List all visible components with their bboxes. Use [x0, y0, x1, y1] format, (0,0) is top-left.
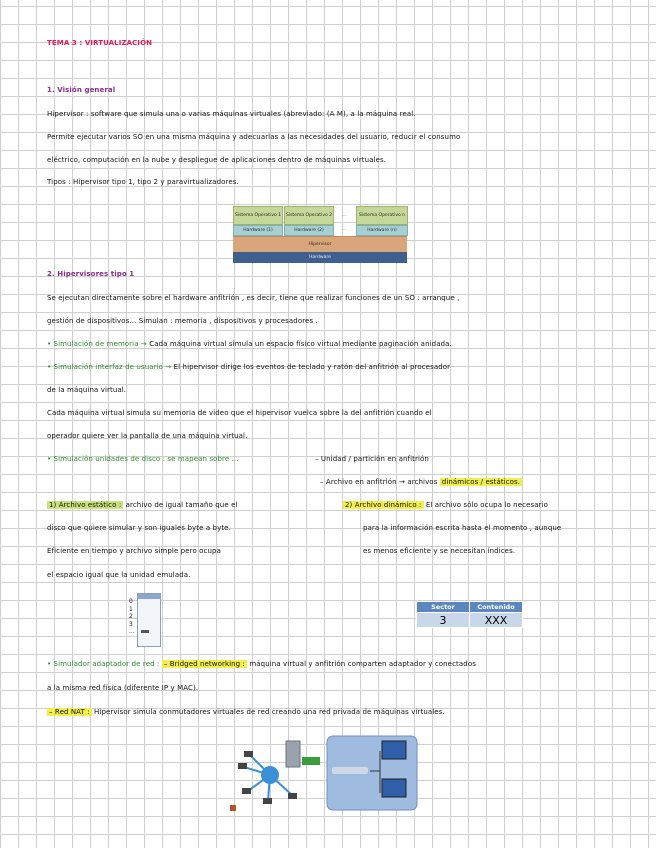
os-ellipsis: ...	[341, 212, 347, 218]
static-label: 1) Archivo estático :	[49, 501, 122, 509]
text-line: para la información escrita hasta el momento , aunque	[363, 524, 562, 532]
hw-box: Hardware (2)	[284, 225, 334, 236]
bridged-label: – Bridged networking :	[163, 660, 246, 668]
device-icon	[230, 805, 236, 811]
sector-table	[416, 601, 523, 628]
static-item	[47, 501, 238, 510]
text-line: Permite ejecutar varios SO en una misma máquina y adecuarlas a las necesidades del usuario, reducir el consumo	[47, 133, 461, 141]
virtual-network-box	[327, 736, 417, 810]
server-icon	[286, 741, 320, 767]
dynamic-label: 2) Archivo dinámico :	[345, 501, 422, 509]
disk-option-file	[320, 478, 522, 487]
text-line: eléctrico, computación en la nube y despliegue de aplicaciones dentro de máquinas virtuales.	[47, 156, 387, 164]
disk-option-file-text: – Archivo en anfitrión → archivos	[320, 478, 438, 486]
page-title: TEMA 3 : VIRTUALIZACIÓN	[47, 39, 153, 47]
section-heading-1: 1. Visión general	[47, 86, 116, 94]
network-item	[47, 660, 476, 669]
bridged-text: máquina virtual y anfitrión comparten adaptador y conectados	[249, 660, 476, 668]
os-box: Sistema Operativo 2	[284, 206, 334, 225]
ui-label: • Simulación interfaz de usuario →	[47, 363, 172, 371]
hardware-layer: Hardware	[233, 252, 407, 263]
disk-option-file-highlight: dinámicos / estáticos.	[441, 478, 521, 486]
hypervisor-diagram	[233, 206, 407, 263]
text-line: operador quiere ver la pantalla de una máquina virtual.	[47, 432, 248, 440]
text-line: disco que quiere simular y son iguales byte a byte.	[47, 524, 231, 532]
text-line: Se ejecutan directamente sobre el hardware anfitrión , es decir, tiene que realizar funciones de un SO : arranque ,	[47, 294, 460, 302]
text-line: es menos eficiente y se necesitan índices.	[363, 547, 516, 555]
hw-box: Hardware (n)	[356, 225, 408, 236]
content-header: Contenido	[470, 602, 523, 613]
text-line: Cada máquina virtual simula su memoria de vídeo que el hipervisor vuelca sobre la del anfitrión cuando el	[47, 409, 432, 417]
sector-header: Sector	[417, 602, 470, 613]
memory-text: Cada máquina virtual simula un espacio físico virtual mediante paginación anidada.	[149, 340, 452, 348]
disk-illustration	[137, 593, 161, 647]
text-line: el espacio igual que la unidad emulada.	[47, 571, 191, 579]
nat-item	[47, 708, 445, 717]
ui-text: El hipervisor dirige los eventos de teclado y ratón del anfitrión al procesador	[173, 363, 451, 371]
network-label: • Simulador adaptador de red :	[47, 660, 160, 668]
dynamic-item	[343, 501, 548, 510]
memory-label: • Simulación de memoria →	[47, 340, 147, 348]
nat-label: – Red NAT :	[49, 708, 90, 716]
nat-text: Hipervisor simula conmutadores virtuales de red creando una red privada de máquinas virtuales.	[94, 708, 445, 716]
memory-item	[47, 340, 452, 349]
disk-option-partition: – Unidad / partición en anfitrión	[315, 455, 429, 463]
network-illustration	[230, 733, 420, 813]
text-line: Tipos : Hipervisor tipo 1, tipo 2 y paravirtualizadores.	[47, 178, 239, 186]
dynamic-text: El archivo sólo ocupa lo necesario	[425, 501, 549, 509]
content-cell: XXX	[470, 613, 523, 628]
disk-indices: 0 1 2 3 ...	[129, 598, 135, 635]
hw-ellipsis: ...	[341, 227, 347, 232]
hw-box: Hardware (1)	[233, 225, 283, 236]
ui-item	[47, 363, 450, 372]
section-heading-2: 2. Hipervisores tipo 1	[47, 270, 135, 278]
disk-label: • Simulación unidades de disco : se mapean sobre ...	[47, 455, 239, 463]
text-line: Hipervisor : software que simula una o varias máquinas virtuales (abreviado: (A M), a la máquina real.	[47, 110, 416, 118]
text-line: a la misma red física (diferente IP y MAC).	[47, 684, 199, 692]
text-line: gestión de dispositivos... Simulan : memoria , dispositivos y procesadores .	[47, 317, 318, 325]
hypervisor-layer: Hipervisor	[233, 236, 407, 252]
text-line: Eficiente en tiempo y archivo simple pero ocupa	[47, 547, 221, 555]
os-box: Sistema Operativo n	[356, 206, 408, 225]
sector-cell: 3	[417, 613, 470, 628]
static-text: archivo de igual tamaño que el	[125, 501, 238, 509]
os-box: Sistema Operativo 1	[233, 206, 283, 225]
text-line: de la máquina virtual.	[47, 386, 127, 394]
